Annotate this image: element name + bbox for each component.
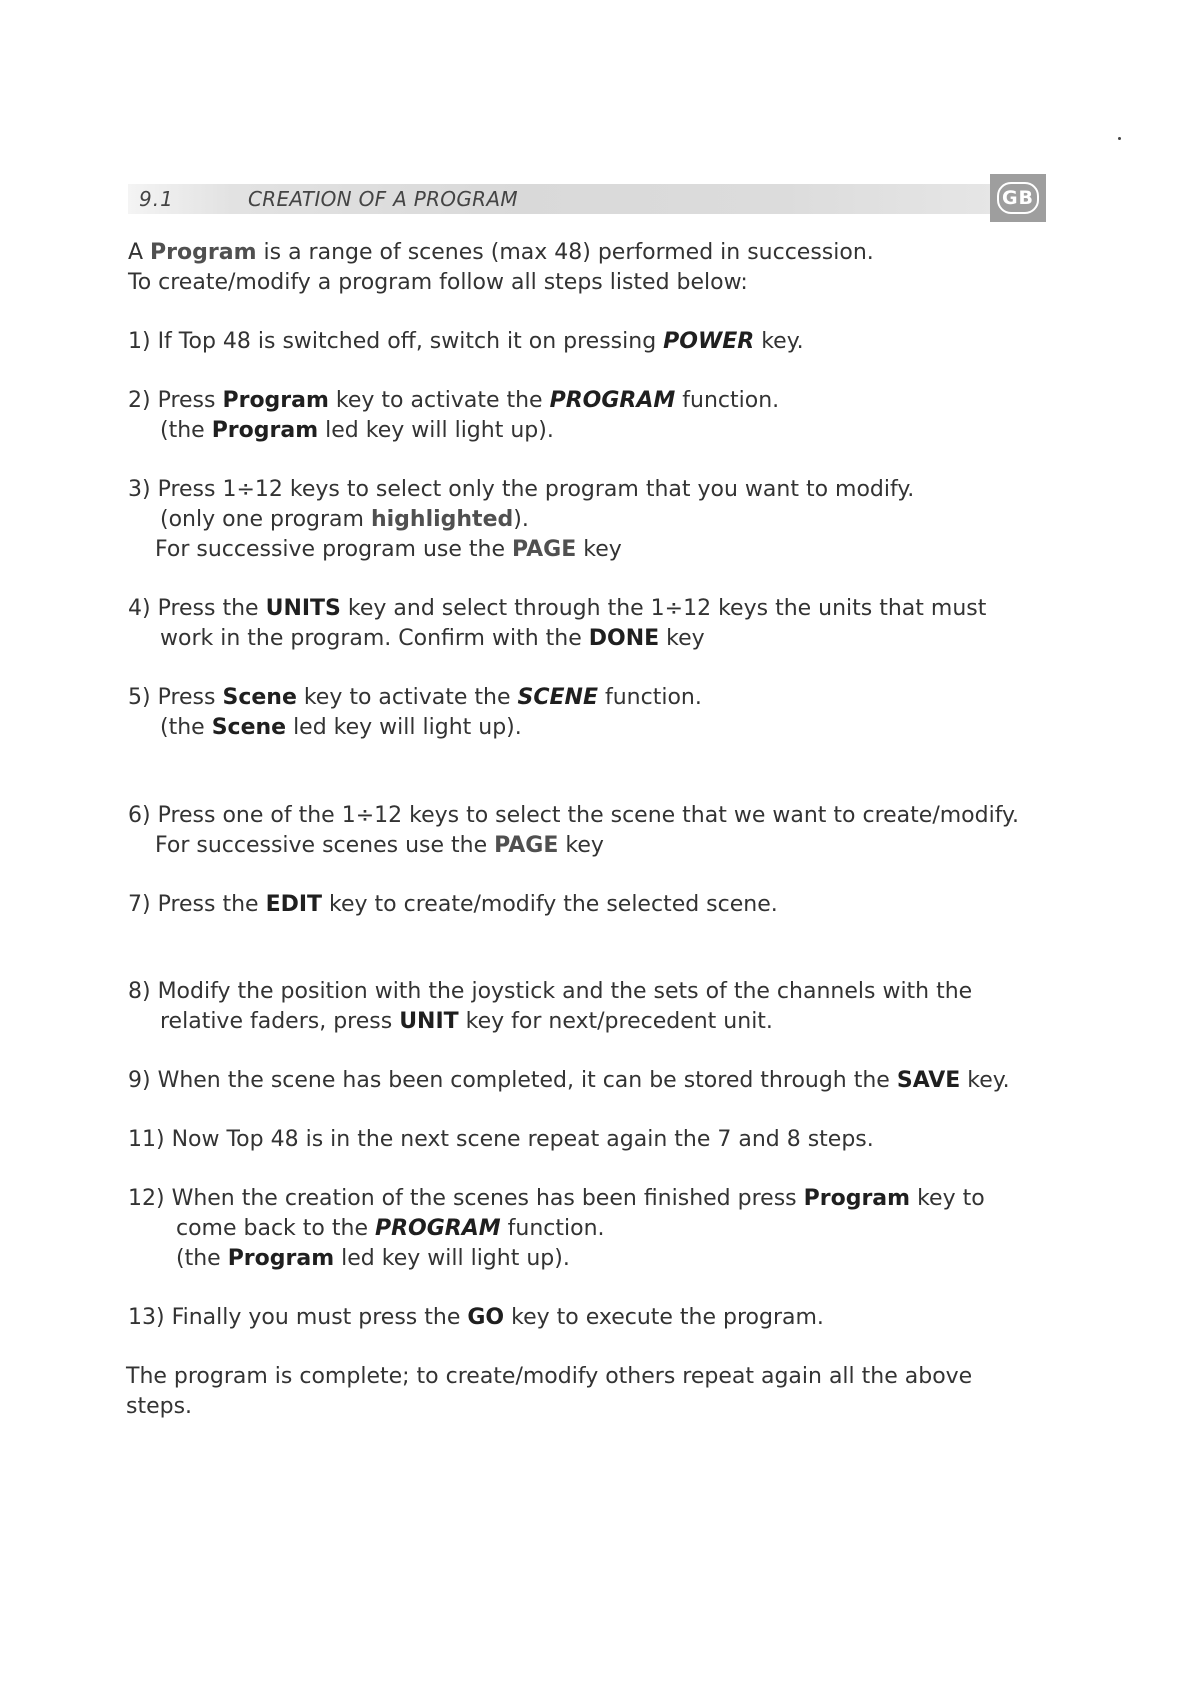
step-7: 7) Press the EDIT key to create/modify the selected scene.	[128, 892, 778, 917]
closing-line-1: The program is complete; to create/modify others repeat again all the above	[126, 1364, 973, 1389]
step-9: 9) When the scene has been completed, it can be stored through the SAVE key.	[128, 1068, 1010, 1093]
step-6-line-1: 6) Press one of the 1÷12 keys to select the scene that we want to create/modify.	[128, 803, 1019, 828]
step-12-line-2: come back to the PROGRAM function.	[176, 1216, 605, 1241]
step-3-line-3: For successive program use the PAGE key	[155, 537, 622, 562]
step-8-line-2: relative faders, press UNIT key for next/precedent unit.	[160, 1009, 773, 1034]
step-5-line-1: 5) Press Scene key to activate the SCENE function.	[128, 685, 702, 710]
step-12-line-1: 12) When the creation of the scenes has been finished press Program key to	[128, 1186, 985, 1211]
step-3-line-2: (only one program highlighted).	[160, 507, 529, 532]
step-4-line-2: work in the program. Confirm with the DONE key	[160, 626, 705, 651]
scan-speck	[1118, 137, 1121, 140]
step-12-line-3: (the Program led key will light up).	[176, 1246, 570, 1271]
step-3-line-1: 3) Press 1÷12 keys to select only the program that you want to modify.	[128, 477, 915, 502]
language-badge	[990, 174, 1046, 222]
intro-line-1: A Program is a range of scenes (max 48) performed in succession.	[128, 240, 874, 265]
section-number: 9.1	[139, 187, 174, 211]
language-badge-label: GB	[997, 182, 1039, 214]
step-13: 13) Finally you must press the GO key to execute the program.	[128, 1305, 824, 1330]
step-4-line-1: 4) Press the UNITS key and select through the 1÷12 keys the units that must	[128, 596, 987, 621]
section-title: CREATION OF A PROGRAM	[248, 187, 518, 211]
step-8-line-1: 8) Modify the position with the joystick and the sets of the channels with the	[128, 979, 973, 1004]
step-6-line-2: For successive scenes use the PAGE key	[155, 833, 604, 858]
program-term: Program	[150, 240, 257, 265]
intro-line-2: To create/modify a program follow all steps listed below:	[128, 270, 748, 295]
step-2-line-2: (the Program led key will light up).	[160, 418, 554, 443]
step-1: 1) If Top 48 is switched off, switch it on pressing POWER key.	[128, 329, 804, 354]
step-11: 11) Now Top 48 is in the next scene repeat again the 7 and 8 steps.	[128, 1127, 874, 1152]
step-5-line-2: (the Scene led key will light up).	[160, 715, 522, 740]
closing-line-2: steps.	[126, 1394, 193, 1419]
step-2-line-1: 2) Press Program key to activate the PROGRAM function.	[128, 388, 780, 413]
